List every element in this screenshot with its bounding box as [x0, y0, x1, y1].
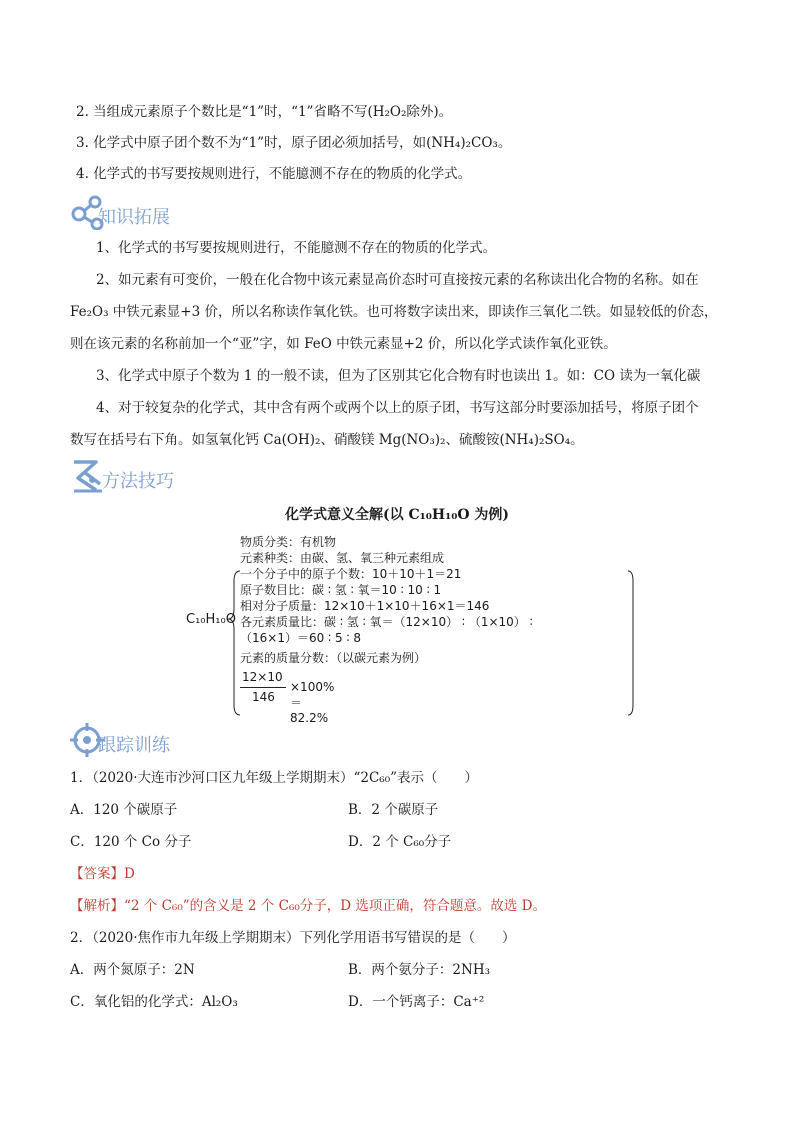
telescope-icon	[70, 458, 106, 494]
q1-option-c: C．120 个 Co 分子	[70, 834, 192, 850]
rule-2: 2. 当组成元素原子个数比是“1”时，“1”省略不写(H₂O₂除外)。	[76, 104, 453, 120]
rule-4: 4. 化学式的书写要按规则进行，不能臆测不存在的物质的化学式。	[76, 166, 472, 182]
fig-line-mass-ratio: 各元素质量比：碳 ∶ 氢 ∶ 氧＝（12×10） ∶ （1×10） ∶	[240, 615, 533, 629]
fraction-denominator: 146	[252, 690, 275, 704]
q1-analysis	[70, 896, 546, 916]
fig-line-atom-ratio: 原子数目比：碳 ∶ 氢 ∶ 氧＝10 ∶ 10 ∶ 1	[240, 583, 442, 597]
answer-label: 【答案】	[70, 866, 124, 882]
q2-option-b: B．两个氨分子：2NH₃	[348, 962, 491, 978]
analysis-text: “2 个 C₆₀”的含义是 2 个 C₆₀分子，D 选项正确，符合题意。故选 D。	[124, 898, 546, 914]
question-1: 1．（2020·大连市沙河口区九年级上学期期末）“2C₆₀”表示（ ）	[70, 770, 479, 786]
formula-label: C₁₀H₁₀O	[186, 612, 236, 627]
knowledge-p1: 1、化学式的书写要按规则进行，不能臆测不存在的物质的化学式。	[96, 240, 497, 256]
knowledge-p2c: 则在该元素的名称前加一个“亚”字，如 FeO 中铁元素显+2 价，所以化学式读作氧化亚铁。	[70, 336, 617, 352]
section-title: 跟踪训练	[98, 735, 170, 756]
figure-title: 化学式意义全解(以 C₁₀H₁₀O 为例)	[284, 507, 510, 523]
fig-line-mass-ratio-cont: （16×1）＝60 ∶ 5 ∶ 8	[240, 631, 362, 645]
q1-option-d: D．2 个 C₆₀分子	[348, 834, 452, 850]
fig-line-molar-mass: 相对分子质量：12×10＋1×10＋16×1＝146	[240, 599, 490, 613]
knowledge-p4b: 数写在括号右下角。如氢氧化钙 Ca(OH)₂、硝酸镁 Mg(NO₃)₂、硫酸铵(NH₄)₂SO₄。	[70, 432, 584, 448]
q1-option-b: B．2 个碳原子	[348, 802, 439, 818]
question-2: 2．（2020·焦作市九年级上学期期末）下列化学用语书写错误的是（ ）	[70, 930, 516, 946]
fig-line-mass-fraction: 元素的质量分数：（以碳元素为例）	[240, 651, 427, 665]
knowledge-p4a: 4、对于较复杂的化学式，其中含有两个或两个以上的原子团，书写这部分时要添加括号，将原子团个	[96, 400, 699, 416]
q2-option-a: A．两个氮原子：2N	[70, 962, 195, 978]
section-title: 知识拓展	[98, 207, 170, 228]
fig-line-elements: 元素种类：由碳、氢、氧三种元素组成	[240, 551, 445, 565]
fraction-result: ×100%＝82.2%	[290, 680, 335, 725]
knowledge-p3: 3、化学式中原子个数为 1 的一般不读，但为了区别其它化合物有时也读出 1。如：CO 读为一氧化碳	[96, 368, 701, 384]
knowledge-p2b: Fe₂O₃ 中铁元素显+3 价，所以名称读作氧化铁。也可将数字读出来，即读作三氧化二铁。如显较低的价态，	[70, 304, 718, 320]
section-title: 方法技巧	[102, 471, 174, 492]
fig-line-atom-count: 一个分子中的原子个数：10＋10＋1＝21	[240, 567, 462, 581]
knowledge-p2a: 2、如元素有可变价，一般在化合物中该元素显高价态时可直接按元素的名称读出化合物的名称。如在	[96, 272, 699, 288]
q2-option-c: C．氧化铝的化学式：Al₂O₃	[70, 994, 238, 1010]
q2-option-d: D．一个钙离子：Ca⁺²	[348, 994, 485, 1010]
q1-option-a: A．120 个碳原子	[70, 802, 178, 818]
fig-line-class: 物质分类：有机物	[240, 535, 337, 549]
fraction-numerator: 12×10	[242, 670, 283, 684]
answer-value: D	[124, 866, 135, 882]
fraction-bar	[240, 687, 286, 688]
rule-3: 3. 化学式中原子团个数不为“1”时，原子团必须加括号，如(NH₄)₂CO₃。	[76, 135, 512, 151]
q1-answer	[70, 864, 135, 884]
analysis-label: 【解析】	[70, 898, 124, 914]
